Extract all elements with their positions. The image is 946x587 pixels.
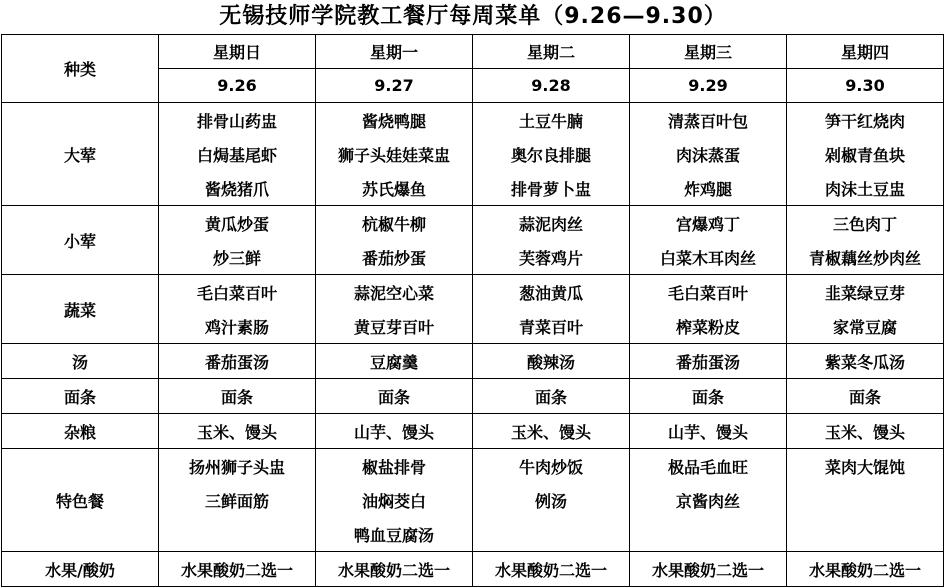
menu-body bbox=[2, 103, 944, 587]
menu-cell bbox=[159, 414, 316, 449]
menu-cell bbox=[473, 449, 630, 552]
dish-item: 榨菜粉皮 bbox=[675, 317, 740, 337]
dish-item: 炒三鲜 bbox=[212, 248, 261, 268]
dish-item: 剁椒青鱼块 bbox=[824, 145, 905, 165]
dish-item: 山芋、馒头 bbox=[353, 422, 434, 442]
dish-item: 宫爆鸡丁 bbox=[675, 214, 740, 234]
menu-row bbox=[2, 103, 944, 206]
dish-item: 面条 bbox=[377, 387, 410, 407]
dish-item: 面条 bbox=[848, 387, 881, 407]
menu-cell bbox=[630, 379, 787, 414]
category-cell: 大荤 bbox=[2, 103, 159, 206]
menu-cell bbox=[787, 103, 944, 206]
dish-item: 蒜泥空心菜 bbox=[353, 283, 434, 303]
menu-cell bbox=[473, 552, 630, 587]
menu-cell bbox=[787, 206, 944, 275]
dish-item: 清蒸百叶包 bbox=[667, 111, 748, 131]
dish-item: 紫菜冬瓜汤 bbox=[824, 352, 905, 372]
menu-cell bbox=[787, 379, 944, 414]
menu-row bbox=[2, 414, 944, 449]
menu-cell bbox=[316, 206, 473, 275]
dish-item: 白焗基尾虾 bbox=[196, 145, 277, 165]
dish-item: 鸡汁素肠 bbox=[204, 317, 269, 337]
menu-row bbox=[2, 552, 944, 587]
menu-cell bbox=[630, 206, 787, 275]
dish-item: 番茄炒蛋 bbox=[361, 248, 426, 268]
menu-cell bbox=[473, 275, 630, 344]
dish-item: 白菜木耳肉丝 bbox=[659, 248, 756, 268]
dish-item: 青椒藕丝炒肉丝 bbox=[808, 248, 921, 268]
menu-cell bbox=[159, 379, 316, 414]
menu-cell bbox=[159, 206, 316, 275]
category-cell: 杂粮 bbox=[2, 414, 159, 449]
menu-cell bbox=[473, 206, 630, 275]
menu-row bbox=[2, 379, 944, 414]
dish-item: 玉米、馒头 bbox=[824, 422, 905, 442]
dish-item: 例汤 bbox=[534, 491, 567, 511]
dish-item: 极品毛血旺 bbox=[667, 457, 748, 477]
category-cell: 特色餐 bbox=[2, 449, 159, 552]
weekday-row bbox=[2, 35, 944, 69]
menu-cell bbox=[630, 344, 787, 379]
category-cell: 汤 bbox=[2, 344, 159, 379]
dish-item: 番茄蛋汤 bbox=[675, 352, 740, 372]
dish-item: 排骨山药盅 bbox=[196, 111, 277, 131]
weekday-cell: 星期三 bbox=[630, 35, 787, 69]
menu-cell bbox=[316, 344, 473, 379]
dish-item: 玉米、馒头 bbox=[196, 422, 277, 442]
menu-cell bbox=[316, 379, 473, 414]
menu-cell bbox=[630, 449, 787, 552]
dish-item: 水果酸奶二选一 bbox=[494, 560, 607, 580]
dish-item bbox=[787, 483, 943, 517]
dish-item: 三鲜面筋 bbox=[204, 491, 269, 511]
weekday-cell: 星期日 bbox=[159, 35, 316, 69]
dish-item: 面条 bbox=[220, 387, 253, 407]
dish-item: 土豆牛腩 bbox=[518, 111, 583, 131]
menu-cell bbox=[787, 414, 944, 449]
dish-item: 青菜百叶 bbox=[518, 317, 583, 337]
category-cell: 蔬菜 bbox=[2, 275, 159, 344]
menu-cell bbox=[316, 275, 473, 344]
menu-cell bbox=[630, 103, 787, 206]
dish-item bbox=[630, 517, 786, 551]
dish-item: 葱油黄瓜 bbox=[518, 283, 583, 303]
date-cell: 9.30 bbox=[787, 69, 944, 103]
dish-item: 韭菜绿豆芽 bbox=[824, 283, 905, 303]
menu-row bbox=[2, 206, 944, 275]
menu-cell bbox=[159, 103, 316, 206]
dish-item bbox=[787, 517, 943, 551]
dish-item: 玉米、馒头 bbox=[510, 422, 591, 442]
menu-row bbox=[2, 275, 944, 344]
menu-cell bbox=[159, 449, 316, 552]
menu-row bbox=[2, 449, 944, 552]
dish-item: 番茄蛋汤 bbox=[204, 352, 269, 372]
menu-cell bbox=[787, 552, 944, 587]
dish-item bbox=[159, 517, 315, 551]
dish-item: 水果酸奶二选一 bbox=[180, 560, 293, 580]
dish-item bbox=[473, 517, 629, 551]
dish-item: 面条 bbox=[691, 387, 724, 407]
dish-item: 水果酸奶二选一 bbox=[808, 560, 921, 580]
menu-cell bbox=[316, 103, 473, 206]
dish-item: 牛肉炒饭 bbox=[518, 457, 583, 477]
dish-item: 蒜泥肉丝 bbox=[518, 214, 583, 234]
menu-cell bbox=[630, 275, 787, 344]
dish-item: 家常豆腐 bbox=[832, 317, 897, 337]
dish-item: 苏氏爆鱼 bbox=[361, 179, 426, 199]
date-cell: 9.26 bbox=[159, 69, 316, 103]
dish-item: 三色肉丁 bbox=[832, 214, 897, 234]
menu-cell bbox=[473, 103, 630, 206]
dish-item: 水果酸奶二选一 bbox=[337, 560, 450, 580]
menu-cell bbox=[630, 552, 787, 587]
menu-cell bbox=[787, 275, 944, 344]
dish-item: 油焖茭白 bbox=[361, 491, 426, 511]
dish-item: 椒盐排骨 bbox=[361, 457, 426, 477]
dish-item: 京酱肉丝 bbox=[675, 491, 740, 511]
menu-cell bbox=[473, 414, 630, 449]
dish-item: 炸鸡腿 bbox=[683, 179, 732, 199]
page-title: 无锡技师学院教工餐厅每周菜单（9.26—9.30） bbox=[219, 4, 727, 29]
menu-cell bbox=[316, 414, 473, 449]
dish-item: 酱烧猪爪 bbox=[204, 179, 269, 199]
category-cell: 面条 bbox=[2, 379, 159, 414]
dish-item: 狮子头娃娃菜盅 bbox=[337, 145, 450, 165]
dish-item: 水果酸奶二选一 bbox=[651, 560, 764, 580]
menu-cell bbox=[159, 344, 316, 379]
category-cell: 水果/酸奶 bbox=[2, 552, 159, 587]
menu-cell bbox=[630, 414, 787, 449]
dish-item: 笋干红烧肉 bbox=[824, 111, 905, 131]
dish-item: 肉沫蒸蛋 bbox=[675, 145, 740, 165]
dish-item: 豆腐羹 bbox=[369, 352, 418, 372]
menu-cell bbox=[316, 449, 473, 552]
dish-item: 排骨萝卜盅 bbox=[510, 179, 591, 199]
menu-cell bbox=[159, 275, 316, 344]
menu-table bbox=[1, 34, 944, 587]
menu-cell bbox=[787, 344, 944, 379]
date-cell: 9.27 bbox=[316, 69, 473, 103]
dish-item: 黄瓜炒蛋 bbox=[204, 214, 269, 234]
dish-item: 杭椒牛柳 bbox=[361, 214, 426, 234]
date-cell: 9.29 bbox=[630, 69, 787, 103]
dish-item: 奥尔良排腿 bbox=[510, 145, 591, 165]
dish-item: 毛白菜百叶 bbox=[667, 283, 748, 303]
weekday-cell: 星期四 bbox=[787, 35, 944, 69]
menu-cell bbox=[473, 344, 630, 379]
dish-item: 芙蓉鸡片 bbox=[518, 248, 583, 268]
category-header: 种类 bbox=[2, 35, 159, 103]
date-cell: 9.28 bbox=[473, 69, 630, 103]
menu-row bbox=[2, 344, 944, 379]
menu-cell bbox=[787, 449, 944, 552]
dish-item: 扬州狮子头盅 bbox=[188, 457, 285, 477]
dish-item: 毛白菜百叶 bbox=[196, 283, 277, 303]
dish-item: 肉沫土豆盅 bbox=[824, 179, 905, 199]
dish-item: 山芋、馒头 bbox=[667, 422, 748, 442]
dish-item: 鸭血豆腐汤 bbox=[353, 525, 434, 545]
menu-cell bbox=[316, 552, 473, 587]
category-cell: 小荤 bbox=[2, 206, 159, 275]
menu-cell bbox=[473, 379, 630, 414]
weekday-cell: 星期二 bbox=[473, 35, 630, 69]
menu-cell bbox=[159, 552, 316, 587]
dish-item: 黄豆芽百叶 bbox=[353, 317, 434, 337]
dish-item: 酸辣汤 bbox=[526, 352, 575, 372]
weekday-cell: 星期一 bbox=[316, 35, 473, 69]
dish-item: 菜肉大馄饨 bbox=[824, 457, 905, 477]
dish-item: 面条 bbox=[534, 387, 567, 407]
dish-item: 酱烧鸭腿 bbox=[361, 111, 426, 131]
